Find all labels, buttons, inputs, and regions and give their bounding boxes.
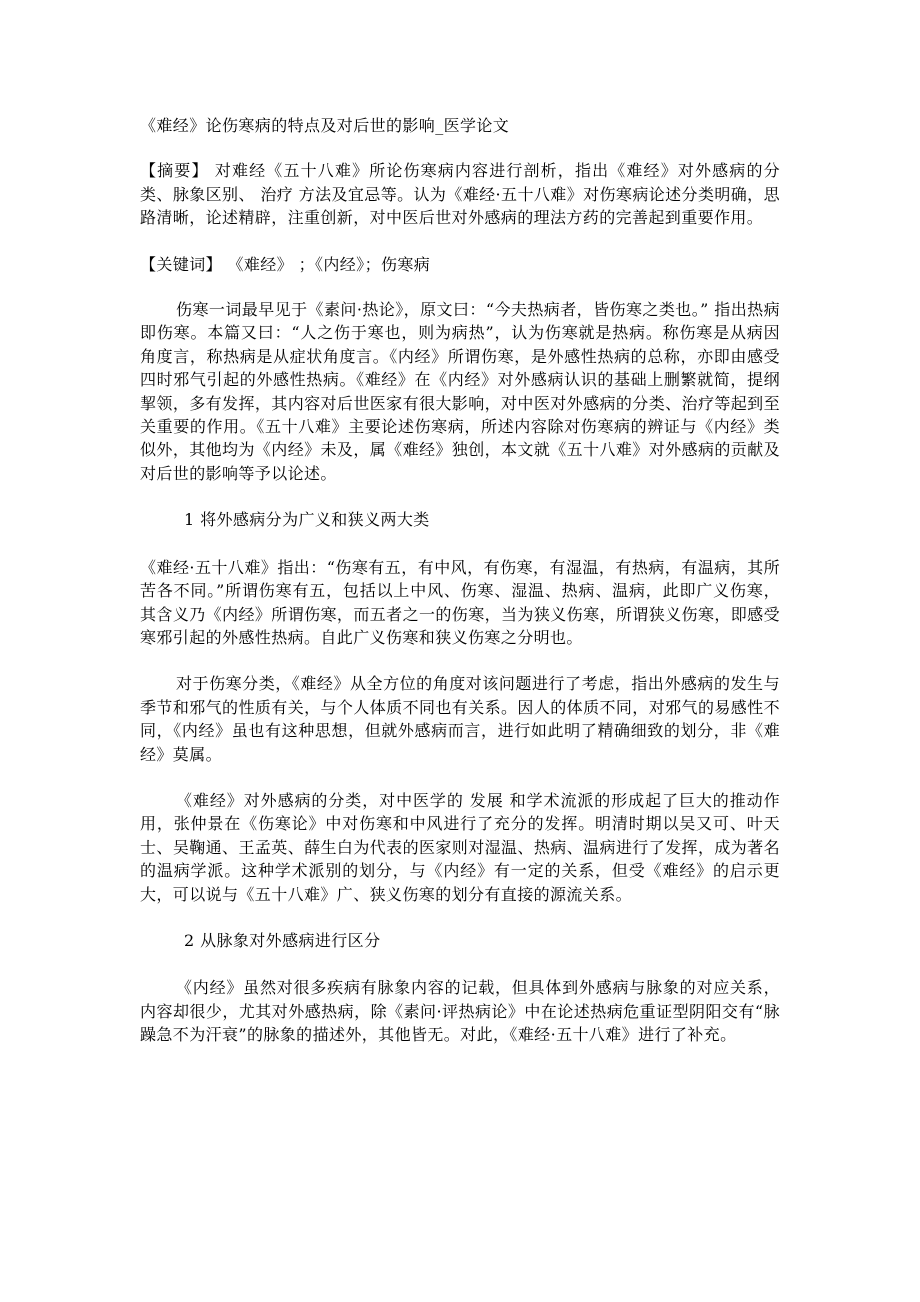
document-title: 《难经》论伤寒病的特点及对后世的影响_医学论文	[140, 116, 510, 135]
section-heading-2: 2 从脉象对外感病进行区分	[184, 930, 381, 950]
paragraph-pulse: 《内经》虽然对很多疾病有脉象内容的记载，但具体到外感病与脉象的对应关系，内容却很少，尤其对外感热病，除《素问·评热病论》中在论述热病危重证型阴阳交有“脉躁急不为汗衰”的脉象的描述外，其他皆无。对此，《难经·五十八难》进行了补充。	[140, 978, 780, 1045]
abstract: 【摘要】 对难经《五十八难》所论伤寒病内容进行剖析，指出《难经》对外感病的分类、脉象区别、 治疗 方法及宜忌等。认为《难经·五十八难》对伤寒病论述分类明确，思路清晰，论述精辟，注重创新，对中医后世对外感病的理法方药的完善起到重要作用。	[140, 161, 780, 228]
section-heading-1: 1 将外感病分为广义和狭义两大类	[184, 510, 430, 530]
paragraph-intro: 伤寒一词最早见于《素问·热论》，原文曰：“今夫热病者，皆伤寒之类也。” 指出热病即伤寒。本篇又曰：“人之伤于寒也，则为病热”，认为伤寒就是热病。称伤寒是从病因角度言，称热病是从症状角度言。《内经》所谓伤寒，是外感性热病的总称，亦即由感受四时邪气引起的外感性热病。《难经》在《内经》对外感病认识的基础上删繁就简，提纲挈领，多有发挥，其内容对后世医家有很大影响，对中医对外感病的分类、治疗等起到至关重要的作用。《五十八难》主要论述伤寒病，所述内容除对伤寒病的辨证与《内经》类似外，其他均为《内经》未及，属《难经》独创，本文就《五十八难》对外感病的贡献及对后世的影响等予以论述。	[140, 300, 780, 483]
paragraph-influence: 《难经》对外感病的分类，对中医学的 发展 和学术流派的形成起了巨大的推动作用，张仲景在《伤寒论》中对伤寒和中风进行了充分的发挥。明清时期以吴又可、叶天士、吴鞠通、王孟英、薛生白为代表的医家则对湿温、热病、温病进行了发挥，成为著名的温病学派。这种学术派别的划分，与《内经》有一定的关系，但受《难经》的启示更大，可以说与《五十八难》广、狭义伤寒的划分有直接的源流关系。	[140, 790, 780, 904]
keywords: 【关键词】 《难经》 ；《内经》；伤寒病	[140, 254, 431, 274]
paragraph-typing: 对于伤寒分类，《难经》从全方位的角度对该问题进行了考虑，指出外感病的发生与季节和邪气的性质有关，与个人体质不同也有关系。因人的体质不同，对邪气的易感性不同，《内经》虽也有这种思想，但就外感病而言，进行如此明了精确细致的划分，非《难经》莫属。	[140, 674, 780, 764]
document-body	[140, 114, 780, 1070]
paragraph-classification: 《难经·五十八难》指出：“伤寒有五，有中风，有伤寒，有湿温，有热病，有温病，其所苦各不同。”所谓伤寒有五，包括以上中风、伤寒、湿温、热病、温病，此即广义伤寒，其含义乃《内经》所谓伤寒，而五者之一的伤寒，当为狭义伤寒，所谓狭义伤寒，即感受寒邪引起的外感性热病。自此广义伤寒和狭义伤寒之分明也。	[140, 557, 780, 647]
